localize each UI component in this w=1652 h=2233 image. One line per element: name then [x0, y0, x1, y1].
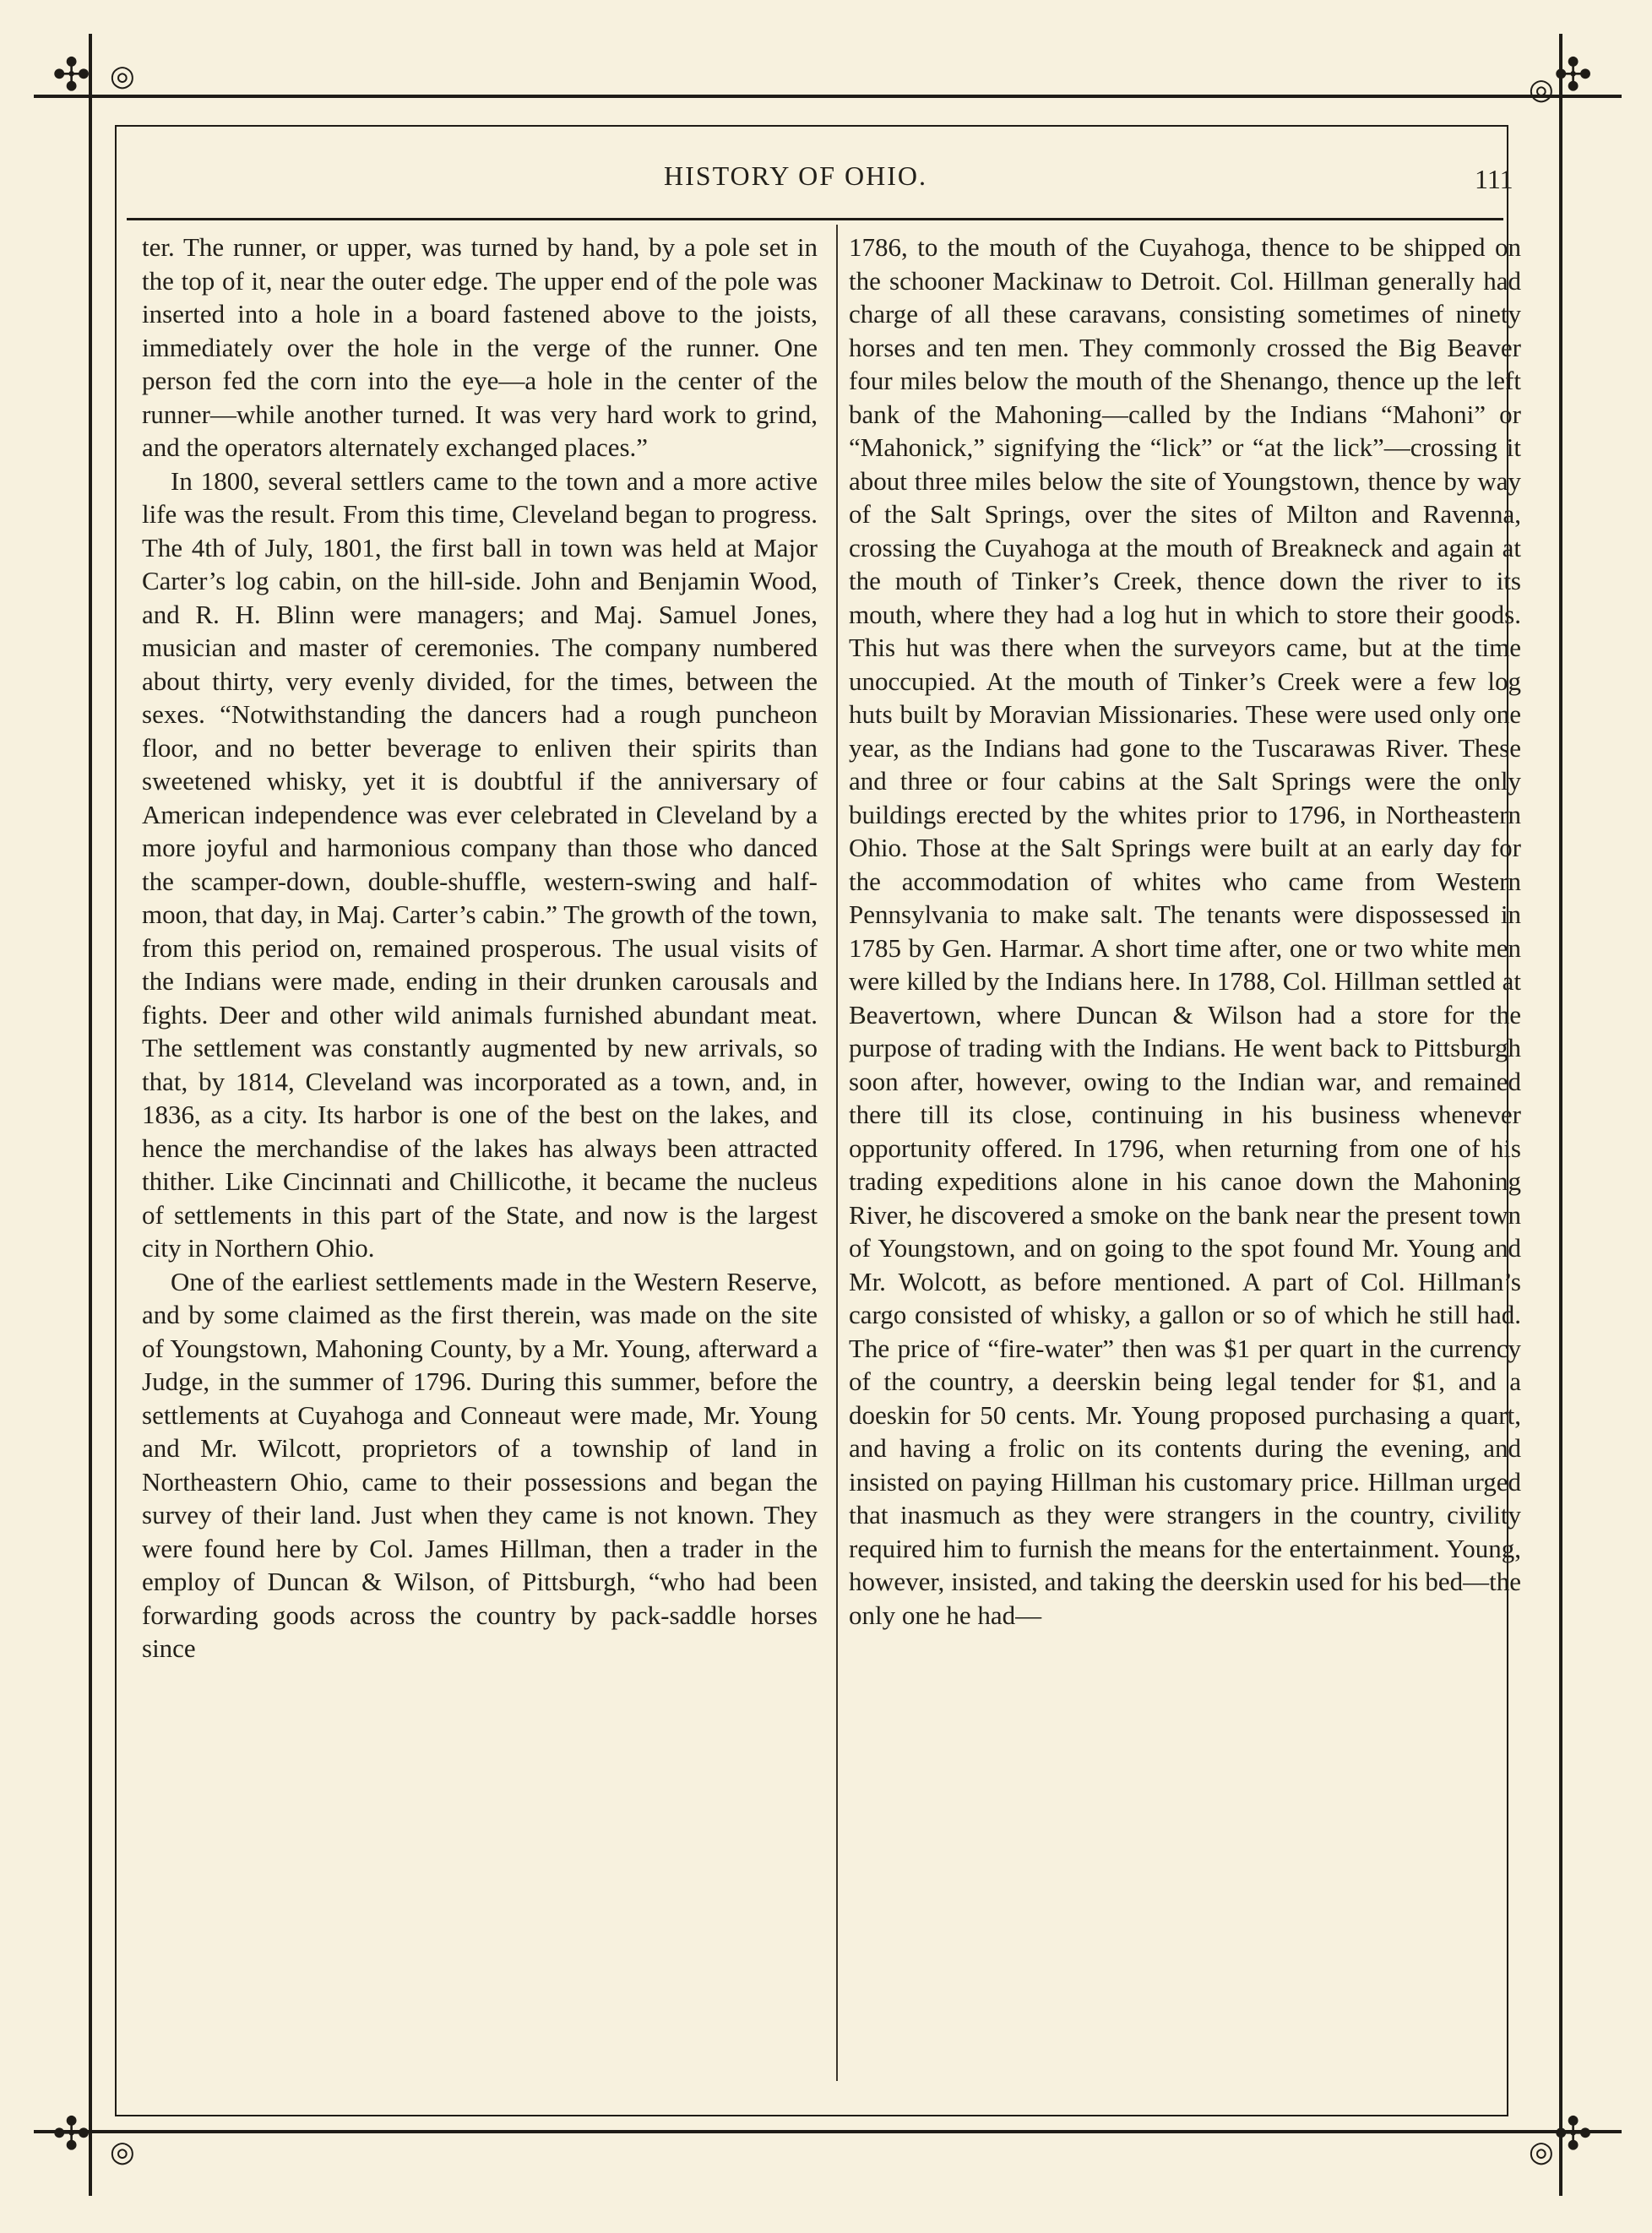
column-divider [836, 225, 838, 2081]
border-left-rule [89, 34, 92, 2196]
running-head-title: HISTORY OF OHIO. [664, 160, 928, 191]
border-right-rule [1559, 34, 1562, 2196]
corner-ornament-icon: ✣ [52, 50, 91, 101]
swirl-ornament-icon: ◎ [1529, 74, 1554, 106]
border-bottom-rule [34, 2130, 1622, 2133]
paragraph: ter. The runner, or upper, was turned by hand, by a pole set in the top of it, near the outer edge. The upper end of the pole was inserted into a hole in a board fastened above to the joists, immediately over the hole in the verge of the runner. One person fed the corn into the eye—a hole in the center of the runner—while another turned. It was very hard work to grind, and the operators alternately exchanged places.” [142, 232, 818, 462]
left-column [142, 231, 818, 1665]
swirl-ornament-icon: ◎ [110, 2137, 135, 2168]
corner-ornament-icon: ✣ [1554, 50, 1593, 101]
swirl-ornament-icon: ◎ [1529, 2137, 1554, 2168]
right-column [849, 231, 1521, 1632]
paragraph: 1786, to the mouth of the Cuyahoga, thence to be shipped on the schooner Mackinaw to Detroit. Col. Hillman generally had charge of all these caravans, consisting sometimes of ninety horses and ten men. They commonly crossed the Big Beaver four miles below the mouth of the Shenango, thence up the left bank of the Mahoning—called by the Indians “Mahoni” or “Mahonick,” signifying the “lick” or “at the lick”—crossing it about three miles below the site of Youngstown, thence by way of the Salt Springs, over the sites of Milton and Ravenna, crossing the Cuyahoga at the mouth of Breakneck and again at the mouth of Tinker’s Creek, thence down the river to its mouth, where they had a log hut in which to store their goods. This hut was there when the surveyors came, but at the time unoccupied. At the mouth of Tinker’s Creek were a few log huts built by Moravian Missionaries. These were used only one year, as the Indians had gone to the Tuscarawas River. These and three or four cabins at the Salt Springs were the only buildings erected by the whites prior to 1796, in Northeastern Ohio. Those at the Salt Springs were built at an early day for the accommodation of whites who came from Western Pennsylvania to make salt. The tenants were dispossessed in 1785 by Gen. Harmar. A short time after, one or two white men were killed by the Indians here. In 1788, Col. Hillman settled at Beavertown, where Duncan & Wilson had a store for the purpose of trading with the Indians. He went back to Pittsburgh soon after, however, owing to the Indian war, and remained there till its close, continuing in his business whenever opportunity offered. In 1796, when returning from one of his trading expeditions alone in his canoe down the Mahoning River, he discovered a smoke on the bank near the present town of Youngstown, and on going to the spot found Mr. Young and Mr. Wolcott, as before mentioned. A part of Col. Hillman’s cargo consisted of whisky, a gallon or so of which he still had. The price of “fire-water” then was $1 per quart in the currency of the country, a deerskin being legal tender for $1, and a doeskin for 50 cents. Mr. Young proposed purchasing a quart, and having a frolic on its contents during the evening, and insisted on paying Hillman his customary price. Hillman urged that inasmuch as they were strangers in the country, civility required him to furnish the means for the entertainment. Young, however, insisted, and taking the deerskin used for his bed—the only one he had— [849, 232, 1521, 1630]
header-rule [127, 218, 1503, 220]
swirl-ornament-icon: ◎ [110, 61, 135, 92]
paragraph: One of the earliest settlements made in the Western Reserve, and by some claimed as the first therein, was made on the site of Youngstown, Mahoning County, by a Mr. Young, afterward a Judge, in the summer of 1796. During this summer, before the settlements at Cuyahoga and Conneaut were made, Mr. Young and Mr. Wilcott, proprietors of a township of land in Northeastern Ohio, came to their possessions and began the survey of their land. Just when they came is not known. They were found here by Col. James Hillman, then a trader in the employ of Duncan & Wilson, of Pittsburgh, “who had been forwarding goods across the country by pack-saddle horses since [142, 1266, 818, 1663]
border-top-rule [34, 95, 1622, 98]
page-number: 111 [1475, 164, 1513, 194]
paragraph: In 1800, several settlers came to the town and a more active life was the result. From this time, Cleveland began to progress. The 4th of July, 1801, the first ball in town was held at Major Carter’s log cabin, on the hill-side. John and Benjamin Wood, and R. H. Blinn were managers; and Maj. Samuel Jones, musician and master of ceremonies. The company numbered about thirty, very evenly divided, for the times, between the sexes. “Notwithstanding the dancers had a rough puncheon floor, and no better beverage to enliven their spirits than sweetened whisky, yet it is doubtful if the anniversary of American independence was ever celebrated in Cleveland by a more joyful and harmonious company than those who danced the scamper-down, double-shuffle, western-swing and half-moon, that day, in Maj. Carter’s cabin.” The growth of the town, from this period on, remained prosperous. The usual visits of the Indians were made, ending in their drunken carousals and fights. Deer and other wild animals furnished abundant meat. The settlement was constantly augmented by new arrivals, so that, by 1814, Cleveland was incorporated as a town, and, in 1836, as a city. Its harbor is one of the best on the lakes, and hence the merchandise of the lakes has always been attracted thither. Like Cincinnati and Chillicothe, it became the nucleus of settlements in this part of the State, and now is the largest city in Northern Ohio. [142, 465, 818, 1263]
corner-ornament-icon: ✣ [52, 2109, 91, 2160]
corner-ornament-icon: ✣ [1554, 2109, 1593, 2160]
